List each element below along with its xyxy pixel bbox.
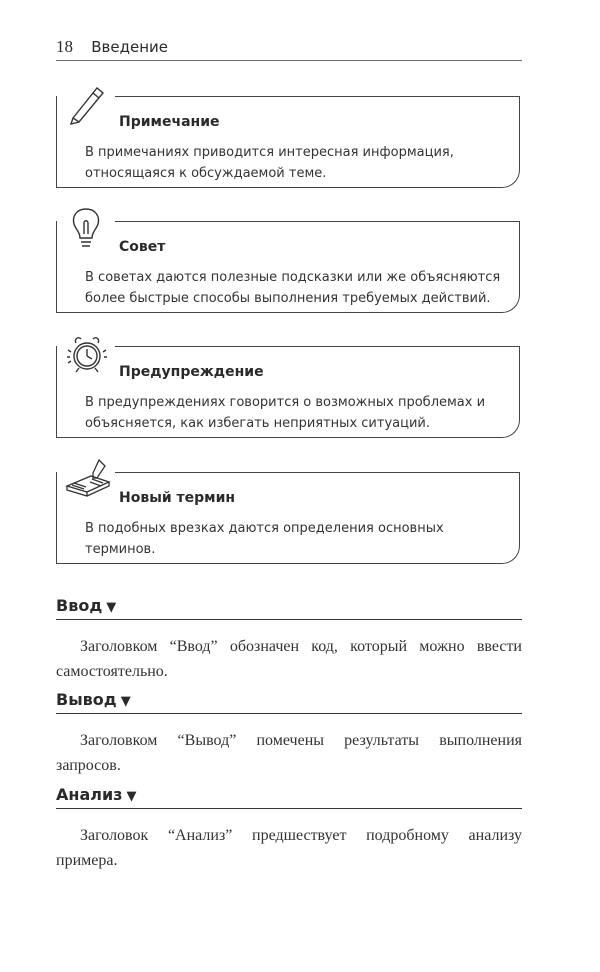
new-term-body: В подобных врезках даются определения основных терминов. — [85, 521, 444, 557]
pencil-icon — [63, 80, 109, 126]
input-heading — [56, 596, 522, 620]
alarm-clock-icon — [63, 330, 109, 376]
analysis-text: Заголовок “Анализ” предшествует подробному анализу примера. — [56, 827, 522, 869]
warning-title: Предупреждение — [119, 364, 264, 380]
warning-body: В предупреждениях говорится о возможных проблемах и объясняется, как избегать неприятных ситуаций. — [85, 395, 486, 431]
note-body: В примечаниях приводится интересная информация, относящаяся к обсуждаемой теме. — [85, 145, 454, 181]
output-section — [56, 690, 522, 778]
analysis-heading-label: Анализ — [56, 785, 123, 804]
output-heading-label: Вывод — [56, 690, 117, 709]
input-section — [56, 596, 522, 684]
chapter-title: Введение — [91, 38, 168, 56]
tip-body: В советах даются полезные подсказки или же объясняются более быстрые способы выполнения требуемых действий. — [85, 270, 501, 306]
tip-callout — [56, 221, 520, 313]
down-triangle-icon: ▼ — [106, 600, 117, 615]
down-triangle-icon: ▼ — [126, 789, 137, 804]
down-triangle-icon: ▼ — [120, 694, 131, 709]
input-heading-label: Ввод — [56, 596, 103, 615]
new-term-callout — [56, 472, 520, 564]
warning-callout — [56, 346, 520, 438]
output-heading — [56, 690, 522, 714]
note-callout — [56, 96, 520, 188]
page-number: 18 — [56, 37, 73, 56]
lightbulb-icon — [63, 205, 109, 251]
note-title: Примечание — [119, 114, 220, 130]
output-text: Заголовком “Вывод” помечены результаты выполнения запросов. — [56, 732, 522, 774]
analysis-heading — [56, 785, 522, 809]
input-text: Заголовком “Ввод” обозначен код, который можно ввести самостоятельно. — [56, 638, 522, 680]
open-book-icon — [63, 456, 109, 502]
running-header — [56, 36, 522, 61]
analysis-section — [56, 785, 522, 873]
tip-title: Совет — [119, 239, 166, 255]
new-term-title: Новый термин — [119, 490, 236, 506]
